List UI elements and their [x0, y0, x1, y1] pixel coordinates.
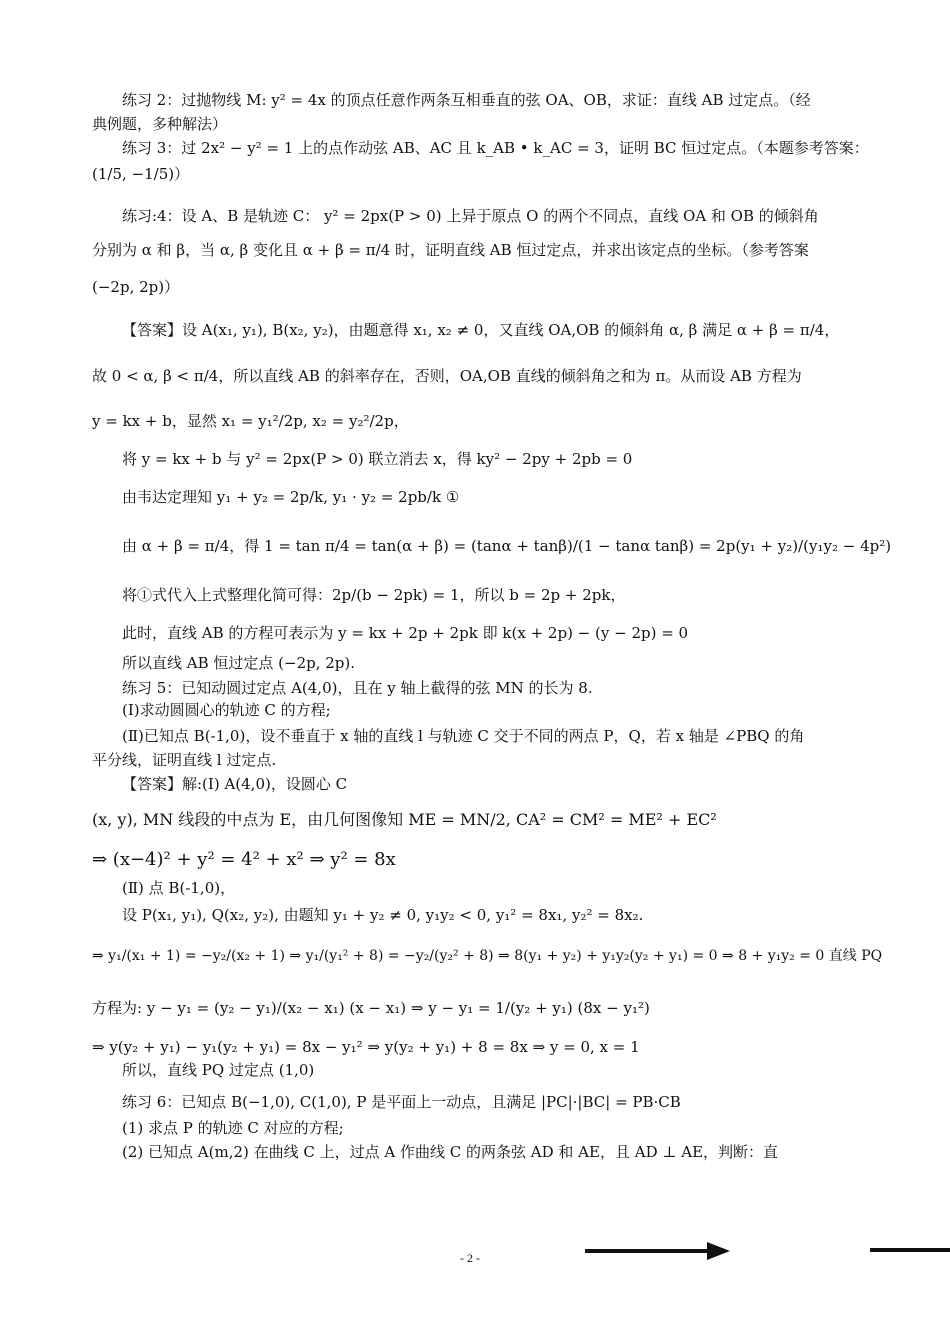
text-line: 设 P(x₁, y₁), Q(x₂, y₂), 由题知 y₁ + y₂ ≠ 0, y₁y₂ < 0, y₁² = 8x₁, y₂² = 8x₂. [122, 906, 644, 924]
text-line: 将①式代入上式整理化简可得：2p/(b − 2pk) = 1，所以 b = 2p + 2pk， [122, 586, 626, 604]
text-line: 所以，直线 PQ 过定点 (1,0) [122, 1061, 315, 1079]
text-line: (Ⅱ) 点 B(-1,0)， [122, 879, 236, 897]
text-line: 典例题，多种解法） [92, 115, 228, 133]
text-line: (x, y), MN 线段的中点为 E，由几何图像知 ME = MN/2, CA² = CM² = ME² + EC² [92, 810, 717, 829]
text-line: ⇒ y(y₂ + y₁) − y₁(y₂ + y₁) = 8x − y₁² ⇒ y(y₂ + y₁) + 8 = 8x ⇒ y = 0, x = 1 [92, 1038, 640, 1056]
text-line: (−2p, 2p)） [92, 278, 180, 296]
text-line: 由 α + β = π/4，得 1 = tan π/4 = tan(α + β) = (tanα + tanβ)/(1 − tanα tanβ) = 2p(y₁ + y₂)/(y₁y₂ − 4p²) [122, 537, 892, 555]
text-line: (2) 已知点 A(m,2) 在曲线 C 上，过点 A 作曲线 C 的两条弦 AD 和 AE，且 AD ⊥ AE，判断：直 [122, 1143, 779, 1161]
text-line: (1) 求点 P 的轨迹 C 对应的方程; [122, 1119, 344, 1137]
text-line: 平分线，证明直线 l 过定点. [92, 751, 277, 769]
text-line: 所以直线 AB 恒过定点 (−2p, 2p). [122, 654, 356, 672]
text-line: 练习 3：过 2x² − y² = 1 上的点作动弦 AB、AC 且 k_AB • k_AC = 3，证明 BC 恒过定点。（本题参考答案： [122, 139, 869, 157]
text-line: 故 0 < α, β < π/4，所以直线 AB 的斜率存在，否则，OA,OB 直线的倾斜角之和为 π。从而设 AB 方程为 [92, 367, 802, 385]
text-line: ⇒ (x−4)² + y² = 4² + x² ⇒ y² = 8x [92, 849, 396, 870]
text-line: 将 y = kx + b 与 y² = 2px(P > 0) 联立消去 x，得 ky² − 2py + 2pb = 0 [122, 450, 633, 468]
answer-line: 【答案】设 A(x₁, y₁), B(x₂, y₂)，由题意得 x₁, x₂ ≠ 0，又直线 OA,OB 的倾斜角 α, β 满足 α + β = π/4， [122, 321, 840, 339]
text-line: 练习 2：过抛物线 M: y² = 4x 的顶点任意作两条互相垂直的弦 OA、OB，求证：直线 AB 过定点。（经 [122, 91, 811, 109]
page-number: - 2 - [460, 1251, 480, 1265]
text-line: (Ⅰ)求动圆圆心的轨迹 C 的方程; [122, 701, 331, 719]
answer-line: 【答案】解:(Ⅰ) A(4,0)，设圆心 C [122, 775, 348, 793]
text-line: 由韦达定理知 y₁ + y₂ = 2p/k, y₁ · y₂ = 2pb/k ① [122, 488, 460, 506]
text-line: 方程为: y − y₁ = (y₂ − y₁)/(x₂ − x₁) (x − x₁) ⇒ y − y₁ = 1/(y₂ + y₁) (8x − y₁²) [92, 999, 650, 1017]
text-line: (1/5, −1/5)） [92, 165, 190, 183]
text-line: 分别为 α 和 β，当 α, β 变化且 α + β = π/4 时，证明直线 AB 恒过定点，并求出该定点的坐标。（参考答案 [92, 241, 809, 259]
text-line: 练习:4：设 A、B 是轨迹 C： y² = 2px(P > 0) 上异于原点 O 的两个不同点，直线 OA 和 OB 的倾斜角 [122, 207, 819, 225]
exercise-6-title: 练习 6：已知点 B(−1,0), C(1,0), P 是平面上一动点，且满足 |PC|·|BC| = PB·CB [122, 1093, 681, 1111]
text-line: y = kx + b，显然 x₁ = y₁²/2p, x₂ = y₂²/2p， [92, 412, 409, 430]
text-line: 此时，直线 AB 的方程可表示为 y = kx + 2p + 2pk 即 k(x + 2p) − (y − 2p) = 0 [122, 624, 689, 642]
exercise-5-title: 练习 5：已知动圆过定点 A(4,0)，且在 y 轴上截得的弦 MN 的长为 8. [122, 679, 593, 697]
text-line: (Ⅱ)已知点 B(-1,0)，设不垂直于 x 轴的直线 l 与轨迹 C 交于不同的两点 P，Q，若 x 轴是 ∠PBQ 的角 [122, 727, 805, 745]
document-body [92, 90, 892, 1166]
divider-line [870, 1248, 950, 1252]
text-line: ⇒ y₁/(x₁ + 1) = −y₂/(x₂ + 1) ⇒ y₁/(y₁² + 8) = −y₂/(y₂² + 8) ⇒ 8(y₁ + y₂) + y₁y₂(y₂ + y₁) = 0 ⇒ 8 + y₁y₂ = 0 直线 PQ [92, 948, 883, 964]
arrow-right-icon [585, 1239, 730, 1263]
